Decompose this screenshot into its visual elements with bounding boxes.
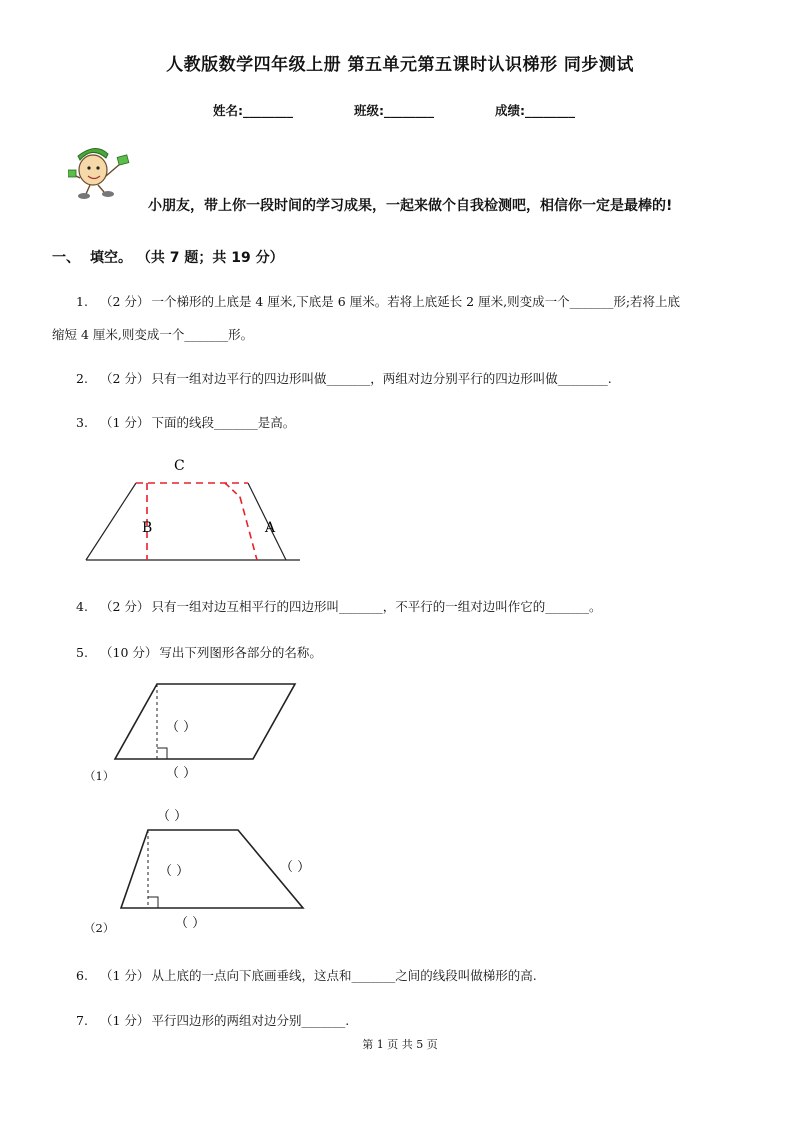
blank-height: （ ）: [166, 720, 197, 735]
intro-text: 小朋友，带上你一段时间的学习成果，一起来做个自我检测吧，相信你一定是最棒的!: [148, 198, 673, 214]
right-angle-mark: [157, 748, 167, 759]
question-points: （2 分）: [100, 599, 150, 614]
question-3: [76, 413, 295, 431]
blank-height: （ ）: [159, 864, 190, 879]
question-points: （1 分）: [100, 1013, 150, 1028]
label-b: B: [142, 520, 153, 536]
question-points: （1 分）: [100, 968, 150, 983]
question-number: 5.: [76, 645, 88, 660]
score-field[interactable]: 成绩:________: [495, 103, 575, 118]
trapezoid-left-side: [86, 483, 136, 560]
question-1-continuation: 缩短 4 厘米,则变成一个_______形。: [52, 327, 254, 342]
question-text: 写出下列图形各部分的名称。: [159, 645, 322, 660]
question-points: （2 分）: [100, 371, 150, 386]
question-6: [76, 966, 537, 984]
question-text: 平行四边形的两组对边分别_______.: [151, 1013, 350, 1028]
question-points: （10 分）: [100, 645, 158, 660]
label-a: A: [265, 520, 276, 536]
question-number: 2.: [76, 371, 88, 386]
question-text: 一个梯形的上底是 4 厘米,下底是 6 厘米。若将上底延长 2 厘米,则变成一个_______形;若将上底: [151, 294, 681, 309]
section-number: 一、: [52, 250, 80, 266]
question-points: （1 分）: [100, 415, 150, 430]
label-c: C: [174, 458, 185, 474]
page-title: 人教版数学四年级上册 第五单元第五课时认识梯形 同步测试: [166, 55, 634, 75]
class-field[interactable]: 班级:________: [354, 103, 434, 118]
question-points: （2 分）: [100, 294, 150, 309]
sub-figure-1-label: （1）: [84, 769, 115, 783]
parallelogram-figure: [110, 678, 310, 788]
segment-a-top: [225, 483, 240, 497]
right-angle-mark: [148, 897, 158, 908]
blank-base: （ ）: [166, 766, 197, 781]
name-field[interactable]: 姓名:________: [213, 103, 293, 118]
question-text: 下面的线段_______是高。: [151, 415, 296, 430]
question-4: [76, 597, 601, 615]
blank-top-base: （ ）: [157, 809, 188, 824]
section-title: 填空。 （共 7 题；共 19 分）: [90, 250, 284, 266]
sub-figure-2-label: （2）: [84, 921, 115, 935]
question-text: 只有一组对边互相平行的四边形叫_______，不平行的一组对边叫作它的_______。: [151, 599, 602, 614]
question-1: [76, 292, 680, 310]
question-number: 4.: [76, 599, 88, 614]
question-text: 从上底的一点向下底画垂线，这点和_______之间的线段叫做梯形的高.: [151, 968, 537, 983]
question-number: 3.: [76, 415, 88, 430]
page-footer: 第 1 页 共 5 页: [362, 1038, 438, 1051]
section-heading: [52, 247, 284, 267]
question-number: 6.: [76, 968, 88, 983]
trapezoid-parts-figure: [115, 805, 345, 940]
trapezoid-height-figure: [80, 450, 310, 570]
question-2: [76, 369, 612, 387]
question-text: 只有一组对边平行的四边形叫做_______，两组对边分别平行的四边形叫做________.: [151, 371, 612, 386]
parallelogram-shape: [115, 684, 295, 759]
blank-leg: （ ）: [280, 860, 311, 875]
question-number: 1.: [76, 294, 88, 309]
question-5: [76, 643, 322, 661]
question-7: [76, 1011, 349, 1029]
segment-a: [240, 497, 257, 560]
question-number: 7.: [76, 1013, 88, 1028]
blank-bottom-base: （ ）: [175, 916, 206, 931]
mascot-icon: [68, 144, 134, 200]
